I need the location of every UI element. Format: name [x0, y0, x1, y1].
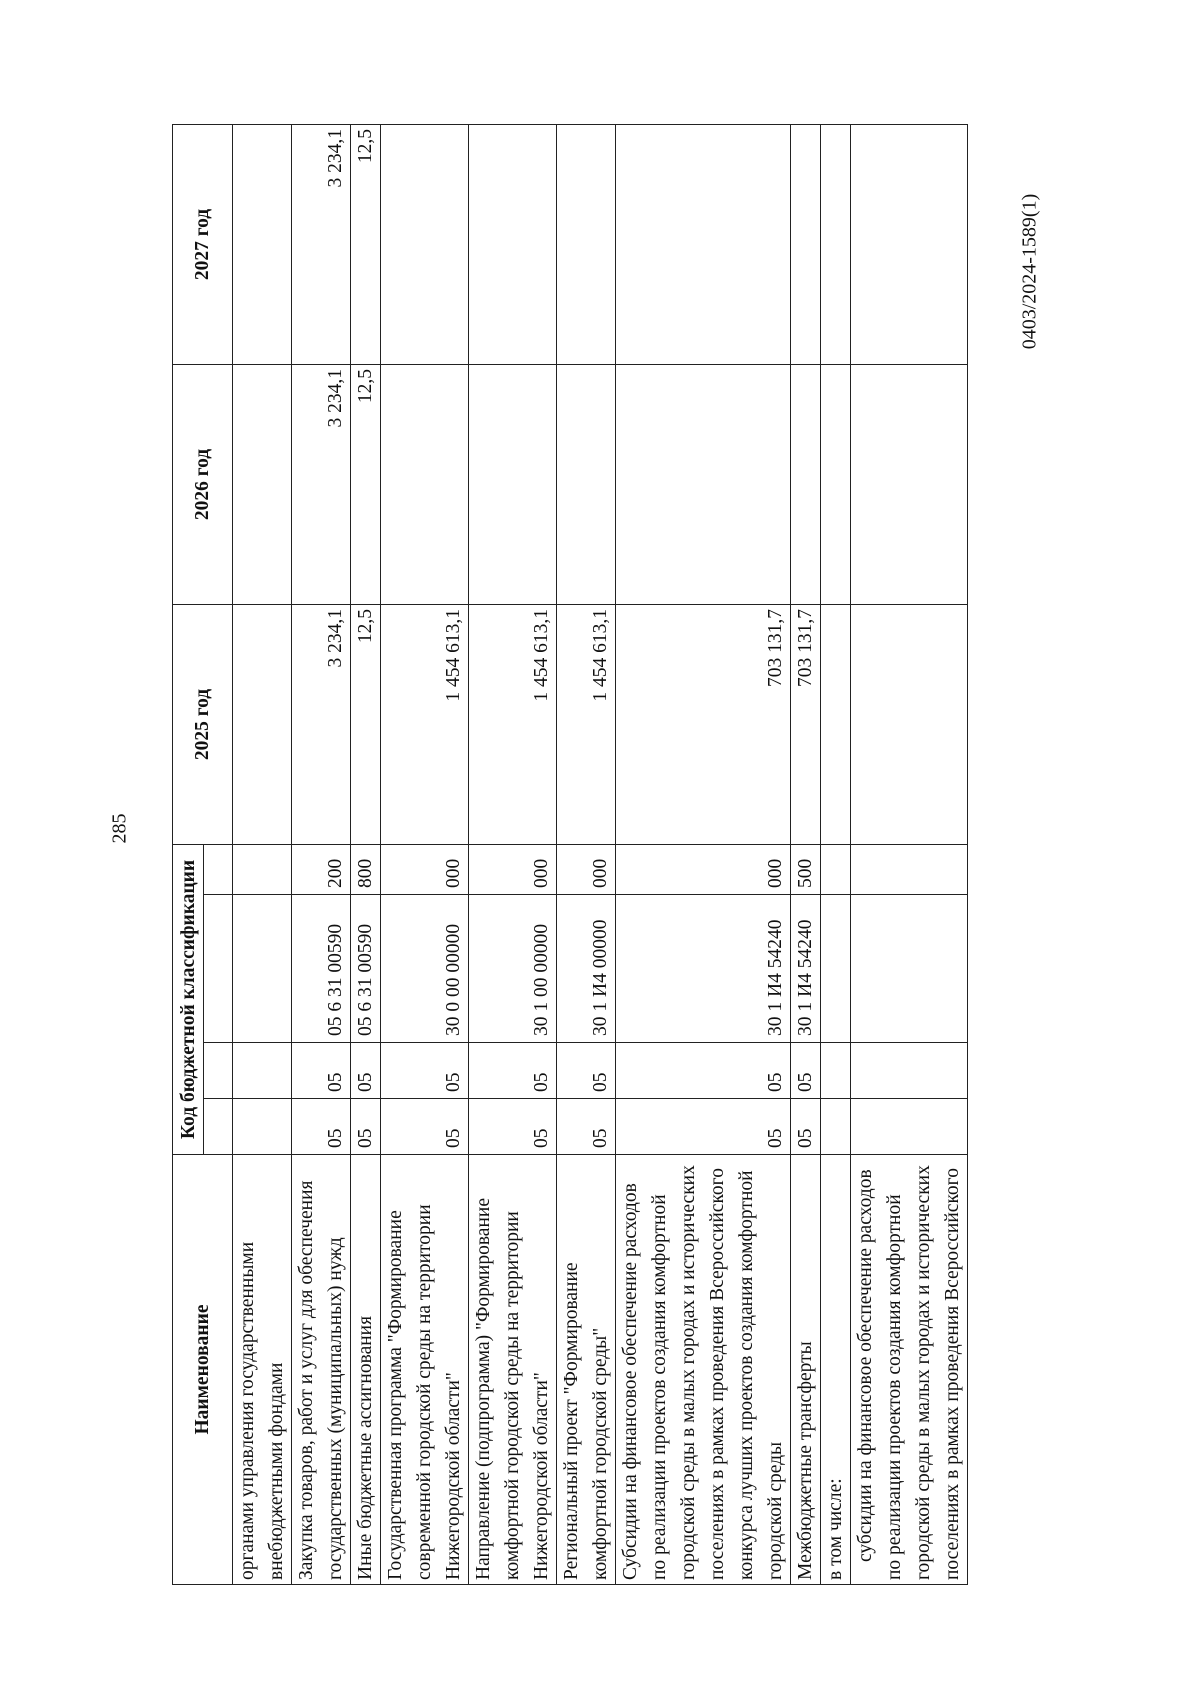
code-target-article	[233, 895, 292, 1043]
code-subsection: 05	[791, 1043, 821, 1099]
code-expense-type: 000	[557, 845, 616, 895]
page-number: 285	[108, 813, 131, 844]
table-row	[821, 125, 851, 1585]
value-2027	[791, 125, 821, 365]
code-section	[851, 1099, 968, 1155]
table-row	[616, 125, 791, 1585]
code-subsection: 05	[557, 1043, 616, 1099]
value-2025: 1 454 613,1	[557, 605, 616, 845]
value-2027: 12,5	[351, 125, 381, 365]
code-subsection	[233, 1043, 292, 1099]
code-expense-type: 500	[791, 845, 821, 895]
value-2025: 703 131,7	[791, 605, 821, 845]
code-expense-type: 200	[292, 845, 351, 895]
code-subsection: 05	[469, 1043, 557, 1099]
row-name: в том числе:	[821, 1155, 851, 1585]
table-row	[851, 125, 968, 1585]
code-section: 05	[292, 1099, 351, 1155]
value-2027	[557, 125, 616, 365]
row-name: Иные бюджетные ассигнования	[351, 1155, 381, 1585]
value-2026	[233, 365, 292, 605]
value-2027: 3 234,1	[292, 125, 351, 365]
table-row	[351, 125, 381, 1585]
code-target-article: 30 1 И4 54240	[616, 895, 791, 1043]
code-target-article	[851, 895, 968, 1043]
subheader-code-a	[204, 1099, 233, 1155]
table-header-row	[173, 125, 204, 1585]
table-row	[381, 125, 469, 1585]
value-2026	[381, 365, 469, 605]
code-target-article: 30 1 00 00000	[469, 895, 557, 1043]
subheader-code-c	[204, 895, 233, 1043]
row-name: Государственная программа "Формирование современной городской среды на территории Нижегородской области"	[381, 1155, 469, 1585]
code-section: 05	[351, 1099, 381, 1155]
header-2025: 2025 год	[173, 605, 233, 845]
code-expense-type: 000	[469, 845, 557, 895]
code-target-article	[821, 895, 851, 1043]
row-name: Направление (подпрограмма) "Формирование комфортной городской среды на территории Нижегородской области"	[469, 1155, 557, 1585]
table-row	[791, 125, 821, 1585]
value-2025	[821, 605, 851, 845]
code-expense-type	[233, 845, 292, 895]
value-2026	[791, 365, 821, 605]
document-code: 0403/2024-1589(1)	[1018, 193, 1041, 350]
code-section: 05	[381, 1099, 469, 1155]
code-target-article: 05 6 31 00590	[351, 895, 381, 1043]
code-subsection: 05	[381, 1043, 469, 1099]
value-2025: 1 454 613,1	[381, 605, 469, 845]
table-row	[233, 125, 292, 1585]
budget-table	[172, 124, 968, 1585]
code-expense-type	[851, 845, 968, 895]
code-target-article: 30 1 И4 00000	[557, 895, 616, 1043]
subheader-code-b	[204, 1043, 233, 1099]
code-target-article: 05 6 31 00590	[292, 895, 351, 1043]
value-2027	[233, 125, 292, 365]
rotated-table-container	[172, 125, 1052, 1585]
value-2027	[821, 125, 851, 365]
row-name: Региональный проект "Формирование комфортной городской среды"	[557, 1155, 616, 1585]
value-2026	[616, 365, 791, 605]
code-target-article: 30 1 И4 54240	[791, 895, 821, 1043]
code-expense-type	[821, 845, 851, 895]
code-expense-type: 000	[381, 845, 469, 895]
code-expense-type: 800	[351, 845, 381, 895]
header-code-group: Код бюджетной классификации	[173, 845, 204, 1155]
code-expense-type: 000	[616, 845, 791, 895]
code-subsection	[821, 1043, 851, 1099]
code-section	[233, 1099, 292, 1155]
row-name: органами управления государственными внебюджетными фондами	[233, 1155, 292, 1585]
code-section: 05	[469, 1099, 557, 1155]
subheader-code-d	[204, 845, 233, 895]
value-2027	[851, 125, 968, 365]
value-2025: 12,5	[351, 605, 381, 845]
code-subsection	[851, 1043, 968, 1099]
value-2027	[381, 125, 469, 365]
header-name: Наименование	[173, 1155, 233, 1585]
code-subsection: 05	[351, 1043, 381, 1099]
value-2027	[469, 125, 557, 365]
row-name: Закупка товаров, работ и услуг для обеспечения государственных (муниципальных) нужд	[292, 1155, 351, 1585]
value-2026	[821, 365, 851, 605]
header-2026: 2026 год	[173, 365, 233, 605]
value-2026	[557, 365, 616, 605]
table-row	[469, 125, 557, 1585]
code-section: 05	[616, 1099, 791, 1155]
row-name: субсидии на финансовое обеспечение расходов по реализации проектов создания комфортной городской среды в малых городах и исторических поселениях в рамках проведения Всероссийского	[851, 1155, 968, 1585]
code-target-article: 30 0 00 00000	[381, 895, 469, 1043]
value-2026: 12,5	[351, 365, 381, 605]
value-2025: 703 131,7	[616, 605, 791, 845]
code-subsection: 05	[616, 1043, 791, 1099]
code-section: 05	[557, 1099, 616, 1155]
code-section: 05	[791, 1099, 821, 1155]
row-name: Межбюджетные трансферты	[791, 1155, 821, 1585]
value-2025: 1 454 613,1	[469, 605, 557, 845]
value-2027	[616, 125, 791, 365]
table-body	[233, 125, 968, 1585]
table-row	[557, 125, 616, 1585]
row-name: Субсидии на финансовое обеспечение расходов по реализации проектов создания комфортной городской среды в малых городах и исторических поселениях в рамках проведения Всероссийского конкурса лучших проектов создания комфортной городской среды	[616, 1155, 791, 1585]
value-2026	[469, 365, 557, 605]
value-2026: 3 234,1	[292, 365, 351, 605]
table-row	[292, 125, 351, 1585]
value-2025	[851, 605, 968, 845]
value-2026	[851, 365, 968, 605]
code-subsection: 05	[292, 1043, 351, 1099]
code-section	[821, 1099, 851, 1155]
header-2027: 2027 год	[173, 125, 233, 365]
value-2025	[233, 605, 292, 845]
value-2025: 3 234,1	[292, 605, 351, 845]
